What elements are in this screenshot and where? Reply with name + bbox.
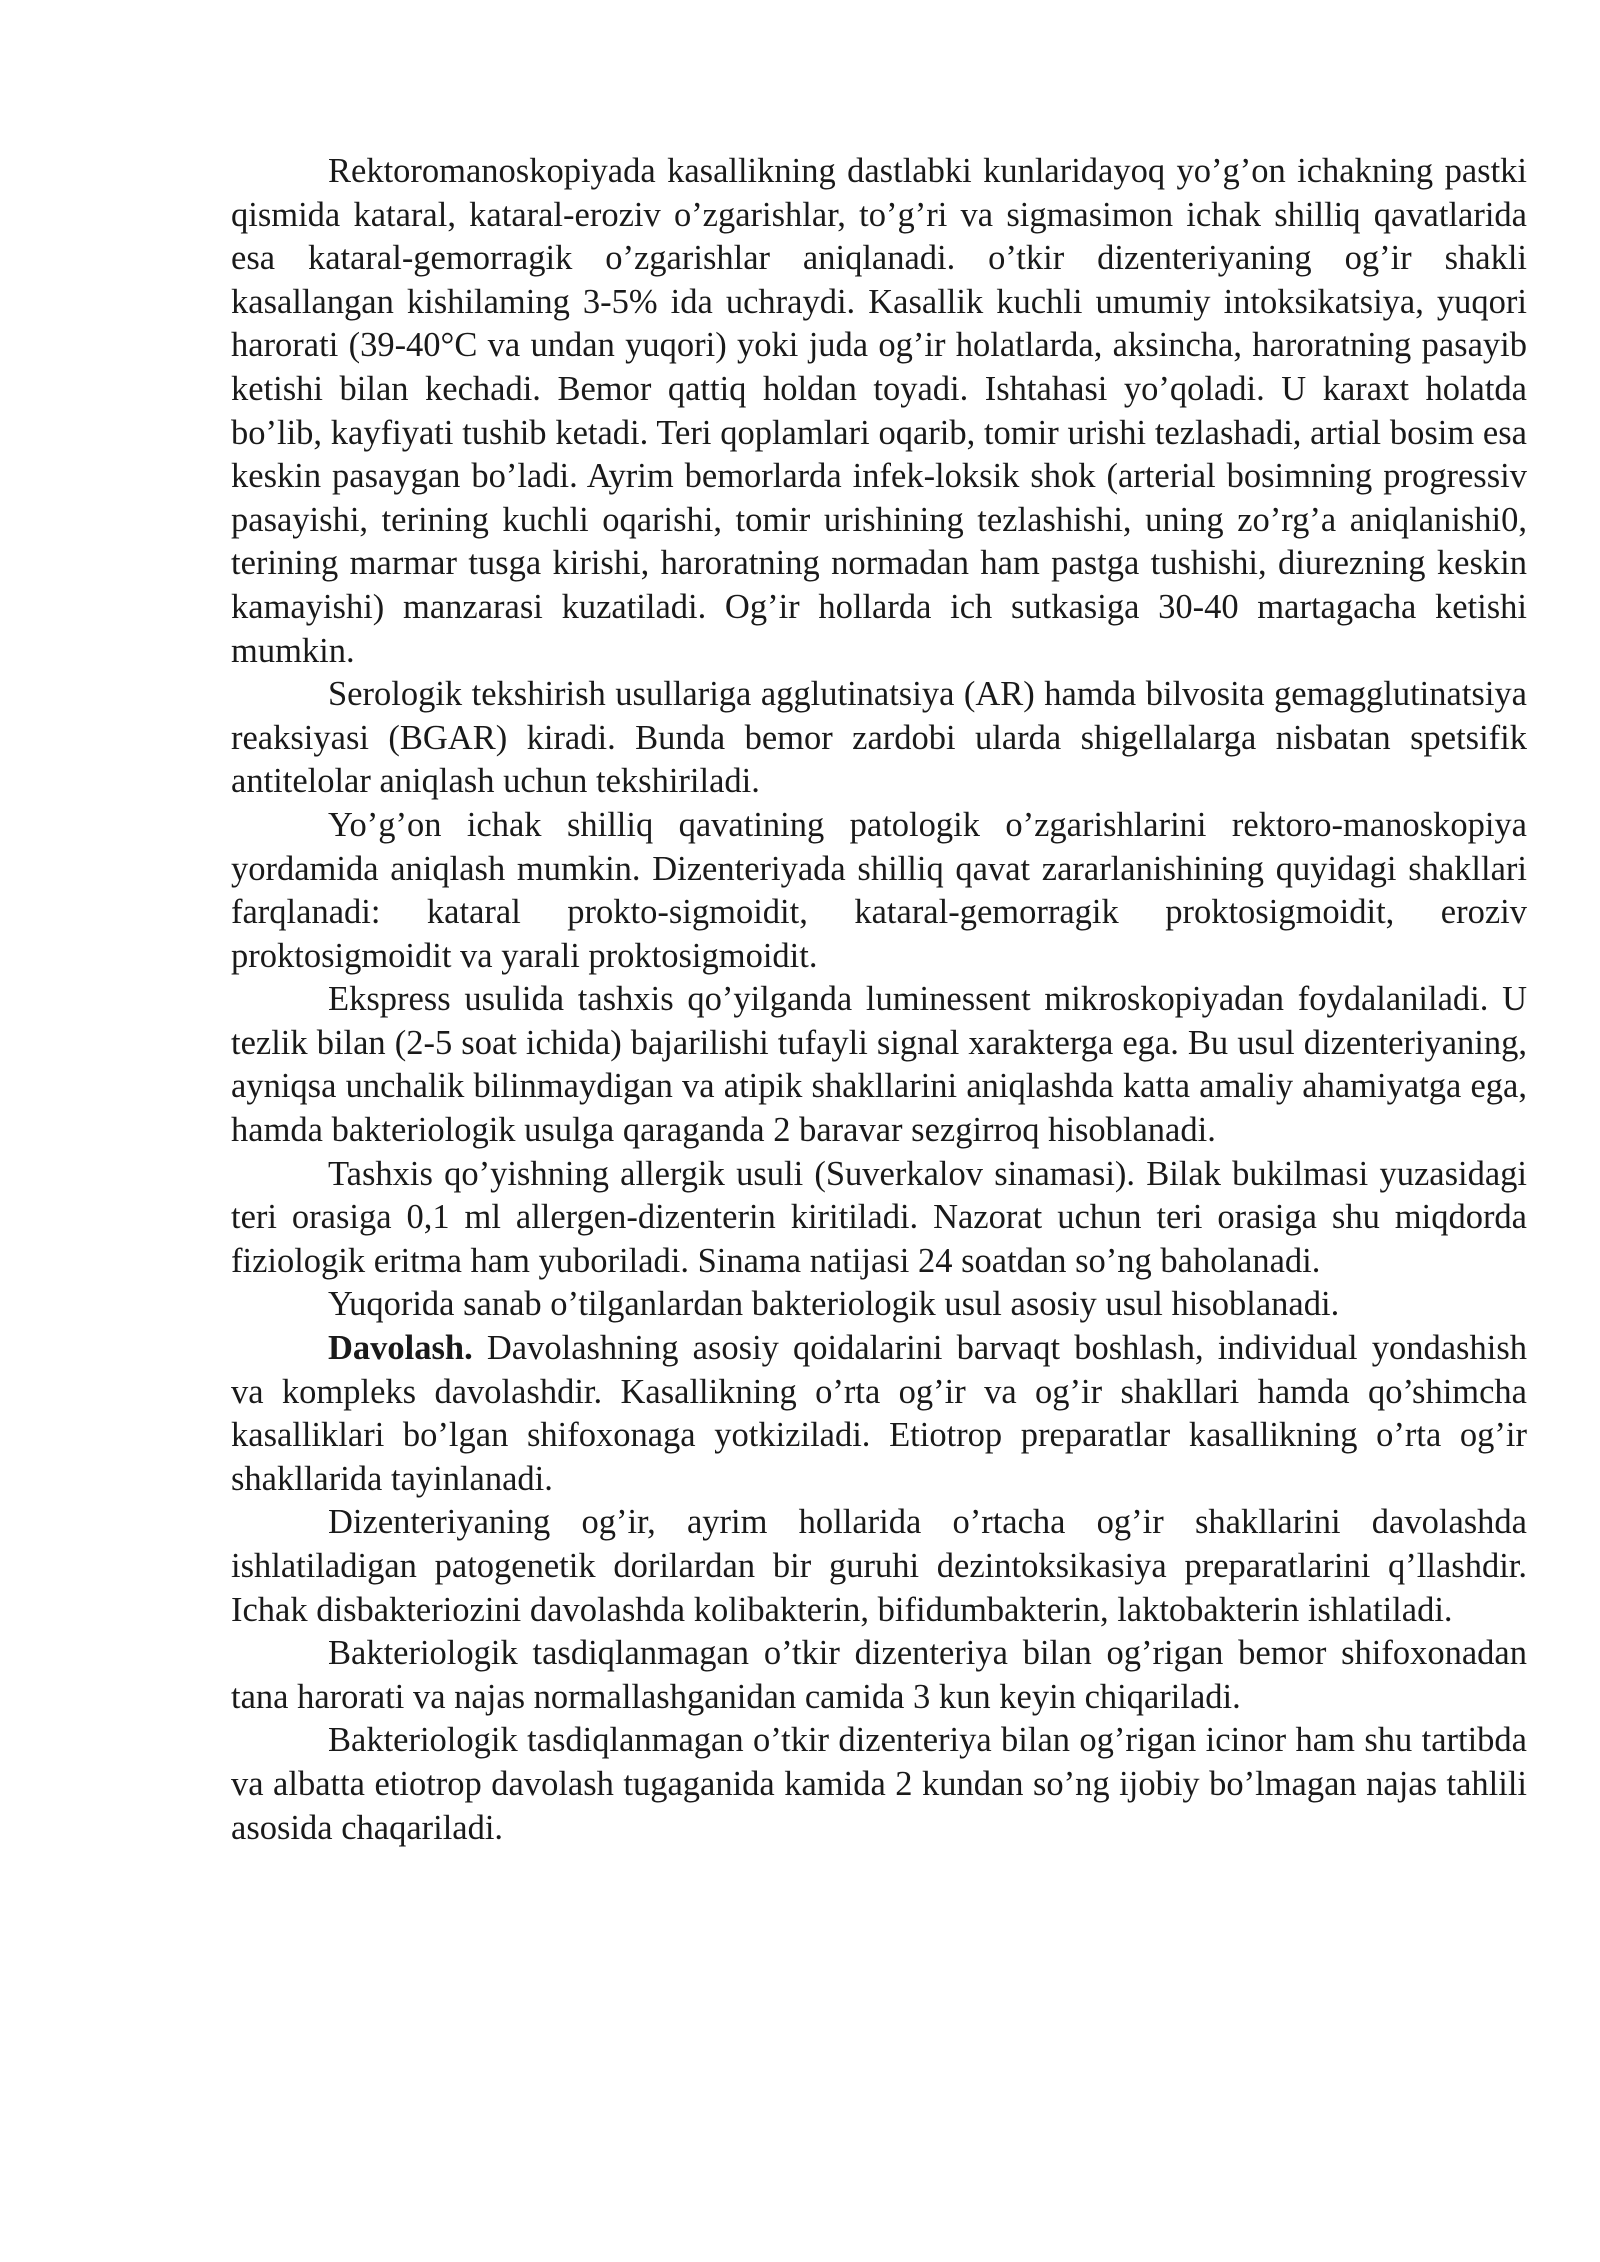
paragraph-ekspress (231, 978, 1527, 1152)
paragraph-text: Ekspress usulida tashxis qo’yilganda luminessent mikroskopiyadan foydalaniladi. U tezlik bilan (2-5 soat ichida) bajarilishi tufayli signal xarakterga ega. Bu usul dizenteriyaning, ayniqsa unchalik bilinmaydigan va atipik shakllarini aniqlashda katta amaliy ahamiyatga ega, hamda bakteriologik usulga qaraganda 2 baravar sezgirroq hisoblanadi. (231, 980, 1527, 1150)
paragraph-text: Yo’g’on ichak shilliq qavatining patologik o’zgarishlarini rektoro-manoskopiya yordamida aniqlash mumkin. Dizenteriyada shilliq qavat zararlanishining quyidagi shakllari farqlanadi: kataral prokto-sigmoidit, kataral-gemorragik proktosigmoidit, eroziv proktosigmoidit va yarali proktosigmoidit. (231, 805, 1527, 975)
paragraph-rektoromanoskopiya (231, 150, 1527, 673)
paragraph-allergik-usul (231, 1153, 1527, 1284)
section-heading: Davolash. (328, 1329, 473, 1368)
paragraph-patogenetik (231, 1501, 1527, 1632)
paragraph-text: Yuqorida sanab o’tilganlardan bakteriologik usul asosiy usul hisoblanadi. (328, 1285, 1340, 1324)
paragraph-ijobiy-najas (231, 1719, 1527, 1850)
paragraph-bemor-chiqarish (231, 1632, 1527, 1719)
paragraph-text: Davolashning asosiy qoidalarini barvaqt boshlash, individual yondashish va kompleks davolashdir. Kasallikning o’rta og’ir va og’ir shakllari hamda qo’shimcha kasalliklari bo’lgan shifoxonaga yotkiziladi. Etiotrop preparatlar kasallikning o’rta og’ir shakllarida tayinlanadi. (231, 1329, 1527, 1498)
paragraph-serologik (231, 673, 1527, 804)
paragraph-text: Serologik tekshirish usullariga agglutinatsiya (AR) hamda bilvosita gemagglutinatsiya reaksiyasi (BGAR) kiradi. Bunda bemor zardobi ularda shigellalarga nisbatan spetsifik antitelolar aniqlash uchun tekshiriladi. (231, 675, 1527, 801)
paragraph-text: Tashxis qo’yishning allergik usuli (Suverkalov sinamasi). Bilak bukilmasi yuzasidagi teri orasiga 0,1 ml allergen-dizenterin kiritiladi. Nazorat uchun teri orasiga shu miqdorda fiziologik eritma ham yuboriladi. Sinama natijasi 24 soatdan so’ng baholanadi. (231, 1154, 1527, 1280)
paragraph-text: Bakteriologik tasdiqlanmagan o’tkir dizenteriya bilan og’rigan bemor shifoxonadan tana harorati va najas normallashganidan camida 3 kun keyin chiqariladi. (231, 1634, 1527, 1716)
paragraph-text: Bakteriologik tasdiqlanmagan o’tkir dizenteriya bilan og’rigan icinor ham shu tartibda va albatta etiotrop davolash tugaganida kamida 2 kundan so’ng ijobiy bo’lmagan najas tahlili asosida chaqariladi. (231, 1721, 1527, 1847)
paragraph-text: Dizenteriyaning og’ir, ayrim hollarida o’rtacha og’ir shakllarini davolashda ishlatiladigan patogenetik dorilardan bir guruhi dezintoksikasiya preparatlarini q’llashdir. Ichak disbakteriozini davolashda kolibakterin, bifidumbakterin, laktobakterin ishlatiladi. (231, 1503, 1527, 1629)
paragraph-text: Rektoromanoskopiyada kasallikning dastlabki kunlaridayoq yo’g’on ichakning pastki qismida kataral, kataral-eroziv o’zgarishlar, to’g’ri va sigmasimon ichak shilliq qavatlarida esa kataral-gemorragik o’zgarishlar aniqlanadi. o’tkir dizenteriyaning og’ir shakli kasallangan kishilaming 3-5% ida uchraydi. Kasallik kuchli umumiy intoksikatsiya, yuqori harorati (39-40°C va undan yuqori) yoki juda og’ir holatlarda, aksincha, haroratning pasayib ketishi bilan kechadi. Bemor qattiq holdan toyadi. Ishtahasi yo’qoladi. U karaxt holatda bo’lib, kayfiyati tushib ketadi. Teri qoplamlari oqarib, tomir urishi tezlashadi, artial bosim esa keskin pasaygan bo’ladi. Ayrim bemorlarda infek-loksik shok (arterial bosimning progressiv pasayishi, terining kuchli oqarishi, tomir urishining tezlashishi, uning zo’rg’a aniqlanishi0, terining marmar tusga kirishi, haroratning normadan ham pastga tushishi, diurezning keskin kamayishi) manzarasi kuzatiladi. Og’ir hollarda ich sutkasiga 30-40 martagacha ketishi mumkin. (231, 152, 1527, 670)
paragraph-davolash (231, 1327, 1527, 1501)
paragraph-yogon-ichak (231, 804, 1527, 978)
paragraph-bakteriologik-usul (231, 1283, 1527, 1327)
text-column (231, 150, 1527, 1850)
